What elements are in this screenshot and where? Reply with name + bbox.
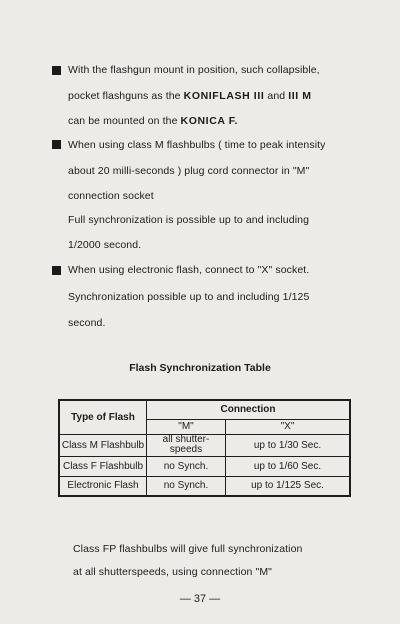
header-connection: Connection bbox=[147, 400, 351, 419]
row-x: up to 1/30 Sec. bbox=[226, 434, 351, 456]
row-x: up to 1/125 Sec. bbox=[226, 476, 351, 496]
closing-line-1: Class FP flashbulbs will give full synchronization bbox=[73, 543, 303, 555]
page-number: — 37 — bbox=[179, 593, 221, 605]
bullet-square bbox=[52, 140, 61, 149]
table-row bbox=[59, 456, 350, 476]
paragraph-2-line-5: 1/2000 second. bbox=[68, 239, 142, 251]
paragraph-1-line-3: can be mounted on the KONICA F. bbox=[68, 115, 239, 127]
paragraph-3-line-1: When using electronic flash, connect to "X" socket. bbox=[68, 264, 310, 276]
header-type-of-flash: Type of Flash bbox=[59, 400, 147, 434]
paragraph-2-line-2: about 20 milli-seconds ) plug cord connector in "M" bbox=[68, 165, 310, 177]
paragraph-2-line-4: Full synchronization is possible up to and including bbox=[68, 214, 310, 226]
paragraph-2-line-1: When using class M flashbulbs ( time to peak intensity bbox=[68, 139, 326, 151]
row-type: Class F Flashbulb bbox=[59, 456, 147, 476]
table-title: Flash Synchronization Table bbox=[129, 362, 271, 374]
row-type: Class M Flashbulb bbox=[59, 434, 147, 456]
flash-sync-table bbox=[58, 399, 351, 497]
paragraph-2-line-3: connection socket bbox=[68, 190, 154, 202]
paragraph-1-line-1: With the flashgun mount in position, such collapsible, bbox=[68, 64, 320, 76]
row-m: no Synch. bbox=[147, 456, 226, 476]
table-row bbox=[59, 434, 350, 456]
paragraph-1-line-2: pocket flashguns as the KONIFLASH III and III M bbox=[68, 90, 312, 102]
header-col-m: "M" bbox=[147, 419, 226, 434]
closing-line-2: at all shutterspeeds, using connection "M" bbox=[73, 566, 273, 578]
row-type: Electronic Flash bbox=[59, 476, 147, 496]
paragraph-3-line-2: Synchronization possible up to and including 1/125 bbox=[68, 291, 310, 303]
row-x: up to 1/60 Sec. bbox=[226, 456, 351, 476]
table-row bbox=[59, 476, 350, 496]
paragraph-3-line-3: second. bbox=[68, 317, 106, 329]
row-m: all shutter-speeds bbox=[147, 434, 226, 456]
header-col-x: "X" bbox=[226, 419, 351, 434]
row-m: no Synch. bbox=[147, 476, 226, 496]
bullet-square bbox=[52, 66, 61, 75]
bullet-square bbox=[52, 266, 61, 275]
